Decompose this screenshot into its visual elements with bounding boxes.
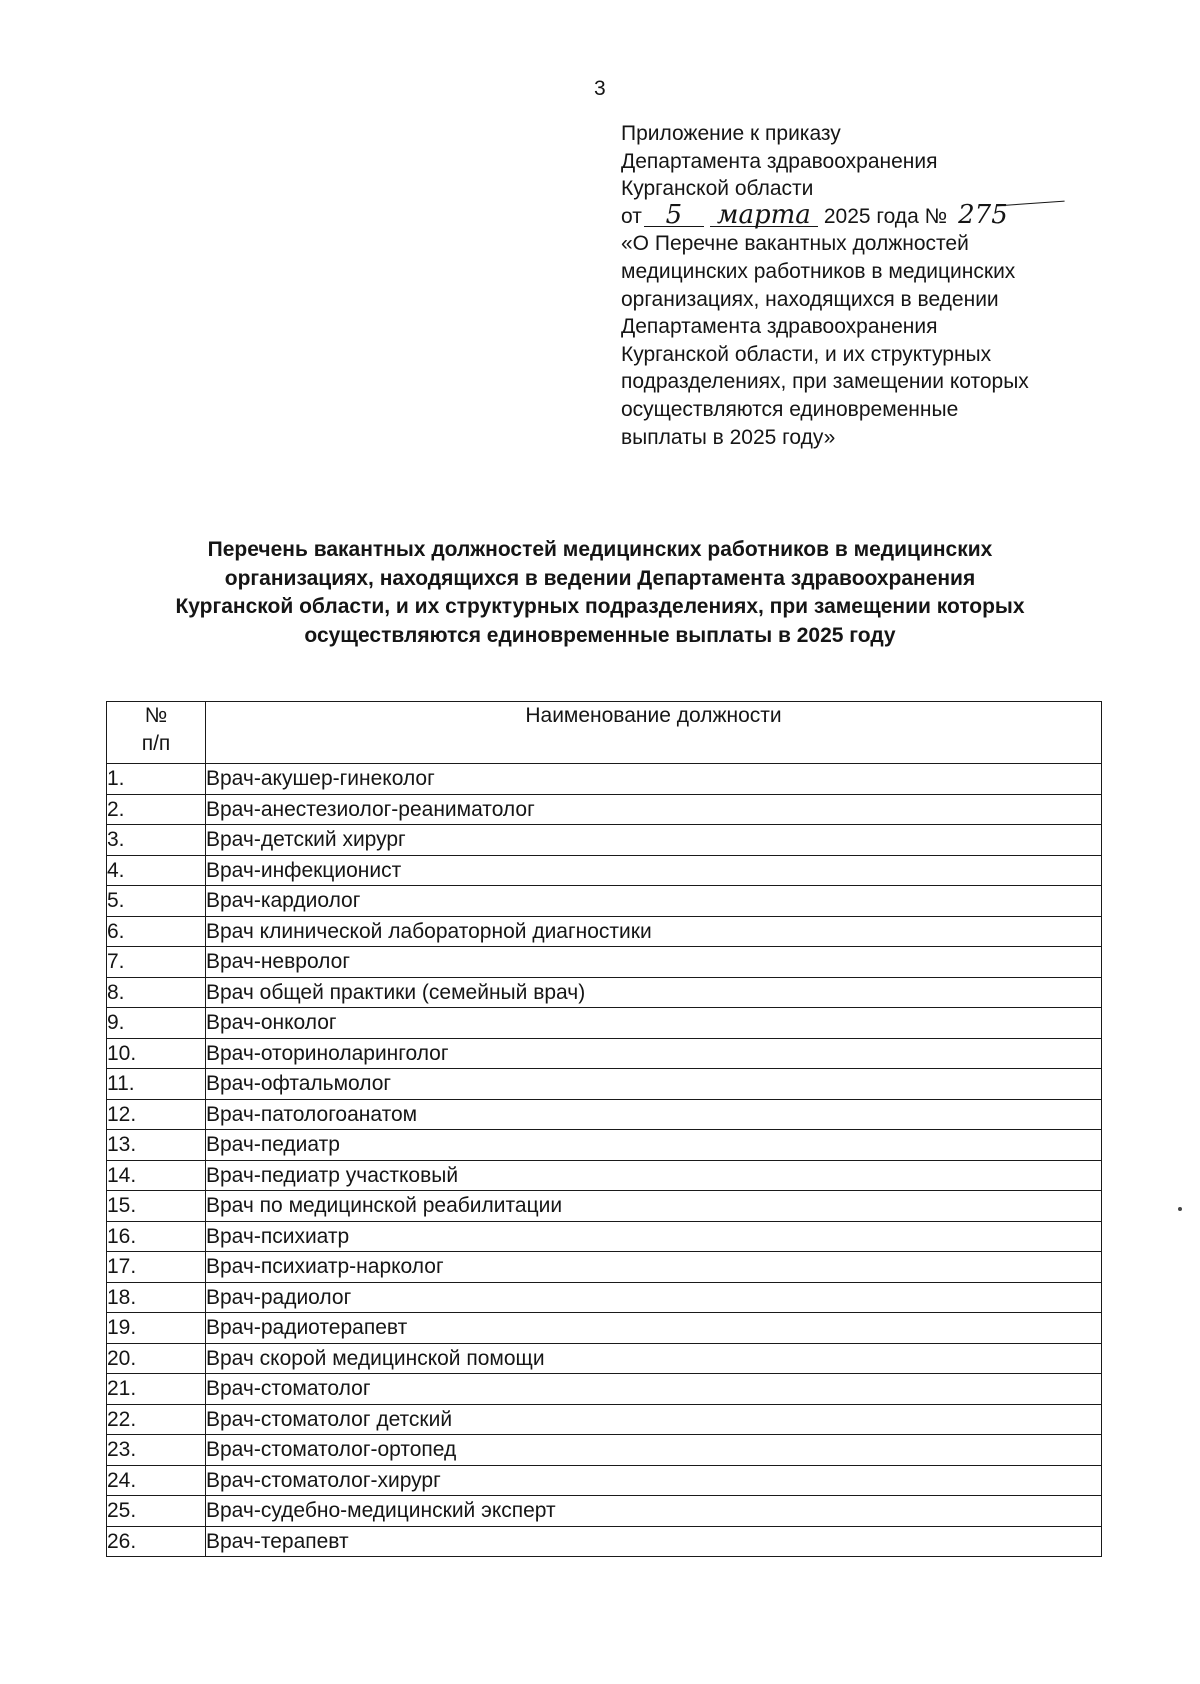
appendix-line: Курганской области <box>621 177 814 201</box>
position-name: Врач-стоматолог-ортопед <box>206 1435 1102 1466</box>
table-row <box>107 1038 1102 1069</box>
table-row <box>107 1099 1102 1130</box>
row-number: 6. <box>107 916 206 947</box>
row-number: 14. <box>107 1160 206 1191</box>
table-row <box>107 1221 1102 1252</box>
position-name: Врач-радиотерапевт <box>206 1313 1102 1344</box>
scan-speck <box>1178 1207 1182 1211</box>
row-number: 16. <box>107 1221 206 1252</box>
position-name: Врач-радиолог <box>206 1282 1102 1313</box>
row-number: 21. <box>107 1374 206 1405</box>
position-name: Врач-невролог <box>206 947 1102 978</box>
table-row <box>107 1404 1102 1435</box>
position-name: Врач-оториноларинголог <box>206 1038 1102 1069</box>
handwritten-day: 5 <box>644 204 704 227</box>
row-number: 13. <box>107 1130 206 1161</box>
row-number: 1. <box>107 764 206 795</box>
row-number: 20. <box>107 1343 206 1374</box>
table-row <box>107 1465 1102 1496</box>
appendix-line: Приложение к приказу <box>621 122 841 145</box>
table-row <box>107 977 1102 1008</box>
table-row <box>107 1160 1102 1191</box>
table-row <box>107 1526 1102 1557</box>
table-row <box>107 1435 1102 1466</box>
row-number: 8. <box>107 977 206 1008</box>
row-number: 23. <box>107 1435 206 1466</box>
table-row <box>107 1374 1102 1405</box>
appendix-line: «О Перечне вакантных должностей <box>621 232 969 256</box>
position-name: Врач-судебно-медицинский эксперт <box>206 1496 1102 1527</box>
position-name: Врач-детский хирург <box>206 825 1102 856</box>
row-number: 22. <box>107 1404 206 1435</box>
table-row <box>107 886 1102 917</box>
table-row <box>107 1069 1102 1100</box>
table-row <box>107 1496 1102 1527</box>
position-name: Врач скорой медицинской помощи <box>206 1343 1102 1374</box>
appendix-line: выплаты в 2025 году» <box>621 425 836 449</box>
row-number: 10. <box>107 1038 206 1069</box>
appendix-block <box>621 120 1029 451</box>
table-row <box>107 916 1102 947</box>
table-row <box>107 1313 1102 1344</box>
row-number: 24. <box>107 1465 206 1496</box>
row-number: 17. <box>107 1252 206 1283</box>
header-position-name: Наименование должности <box>206 702 1102 764</box>
page-number: 3 <box>594 77 606 100</box>
order-date-line <box>621 199 1029 231</box>
table-row <box>107 1130 1102 1161</box>
title-line: Перечень вакантных должностей медицинских работников в медицинских <box>207 538 993 561</box>
date-prefix: от <box>621 204 642 228</box>
table-row <box>107 1008 1102 1039</box>
appendix-line: Департамента здравоохранения <box>621 315 938 339</box>
row-number: 4. <box>107 855 206 886</box>
table-header-row <box>107 702 1102 764</box>
table-row <box>107 1191 1102 1222</box>
row-number: 15. <box>107 1191 206 1222</box>
position-name: Врач-стоматолог детский <box>206 1404 1102 1435</box>
row-number: 25. <box>107 1496 206 1527</box>
document-title <box>0 536 1200 650</box>
position-name: Врач по медицинской реабилитации <box>206 1191 1102 1222</box>
row-number: 2. <box>107 794 206 825</box>
position-name: Врач-стоматолог-хирург <box>206 1465 1102 1496</box>
position-name: Врач-инфекционист <box>206 855 1102 886</box>
position-name: Врач-педиатр участковый <box>206 1160 1102 1191</box>
table-row <box>107 1252 1102 1283</box>
row-number: 26. <box>107 1526 206 1557</box>
table-row <box>107 794 1102 825</box>
position-name: Врач общей практики (семейный врач) <box>206 977 1102 1008</box>
position-name: Врач-психиатр-нарколог <box>206 1252 1102 1283</box>
table-row <box>107 1343 1102 1374</box>
title-line: осуществляются единовременные выплаты в 2025 году <box>304 623 896 647</box>
title-line: Курганской области, и их структурных подразделениях, при замещении которых <box>175 595 1025 618</box>
position-name: Врач клинической лабораторной диагностики <box>206 916 1102 947</box>
position-name: Врач-педиатр <box>206 1130 1102 1161</box>
header-number <box>107 702 206 764</box>
date-year-text: 2025 года № <box>823 204 948 228</box>
appendix-line: подразделениях, при замещении которых <box>621 370 1029 394</box>
appendix-line: осуществляются единовременные <box>621 397 959 421</box>
header-number-sign: № <box>144 704 168 727</box>
row-number: 11. <box>107 1069 206 1100</box>
position-name: Врач-патологоанатом <box>206 1099 1102 1130</box>
handwritten-order-number: 275 <box>958 199 1008 230</box>
handwritten-month: марта <box>710 204 818 227</box>
position-name: Врач-стоматолог <box>206 1374 1102 1405</box>
title-line: организациях, находящихся в ведении Департамента здравоохранения <box>224 566 976 590</box>
position-name: Врач-кардиолог <box>206 886 1102 917</box>
appendix-line: медицинских работников в медицинских <box>621 259 1016 283</box>
position-name: Врач-терапевт <box>206 1526 1102 1557</box>
table-body <box>107 764 1102 1557</box>
row-number: 3. <box>107 825 206 856</box>
table-row <box>107 855 1102 886</box>
position-name: Врач-акушер-гинеколог <box>206 764 1102 795</box>
table-row <box>107 947 1102 978</box>
position-name: Врач-психиатр <box>206 1221 1102 1252</box>
row-number: 5. <box>107 886 206 917</box>
row-number: 7. <box>107 947 206 978</box>
position-name: Врач-офтальмолог <box>206 1069 1102 1100</box>
row-number: 18. <box>107 1282 206 1313</box>
row-number: 12. <box>107 1099 206 1130</box>
row-number: 9. <box>107 1008 206 1039</box>
table-row <box>107 1282 1102 1313</box>
row-number: 19. <box>107 1313 206 1344</box>
table-row <box>107 825 1102 856</box>
appendix-line: Департамента здравоохранения <box>621 149 938 173</box>
table-row <box>107 764 1102 795</box>
header-number-abbr: п/п <box>141 732 171 755</box>
position-name: Врач-онколог <box>206 1008 1102 1039</box>
positions-table <box>106 701 1102 1557</box>
appendix-line: организациях, находящихся в ведении <box>621 287 999 311</box>
position-name: Врач-анестезиолог-реаниматолог <box>206 794 1102 825</box>
appendix-line: Курганской области, и их структурных <box>621 342 992 366</box>
